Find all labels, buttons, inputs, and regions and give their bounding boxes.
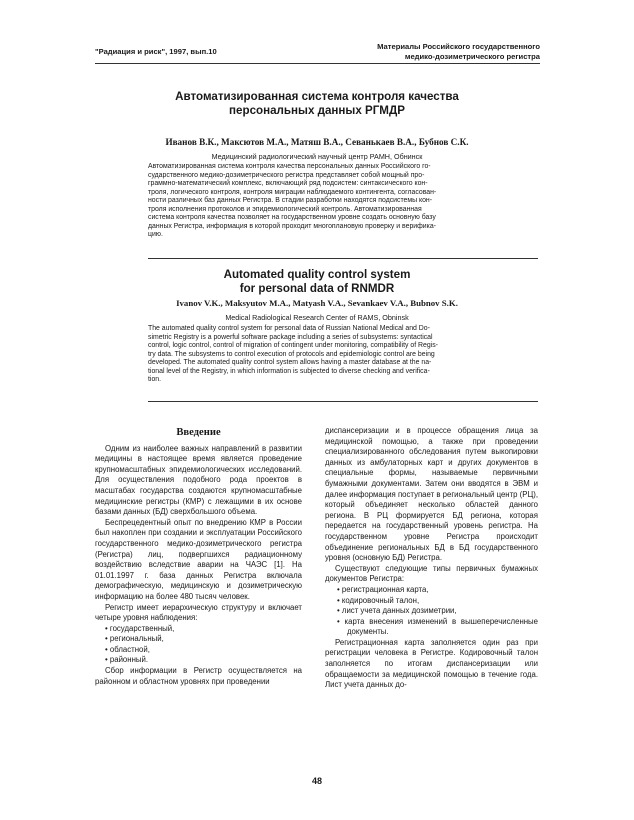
abstract-en-line: developed. The automated quality control system allows having a master database at the na- bbox=[148, 359, 432, 366]
institution-ru: Медицинский радиологический научный центр РАМН, Обнинск bbox=[211, 152, 423, 161]
title-ru-line2: персональных данных РГМДР bbox=[229, 103, 405, 117]
intro-paragraph: Беспрецедентный опыт по внедрению КМР в России был накоплен при создании и эксплуатации Российского государственного медико-дозиметрического регистра (Регистра) лиц, подвергшихся радиационному воздействию вследствие аварии на ЧАЭС [1]. На 01.01.1997 г. база данных Регистра включала демографическую, медицинскую и дозиметрическую информацию на более 480 тысяч человек. bbox=[95, 517, 302, 601]
abstract-ru-line: граммно-математический комплекс, включающий ряд подсистем: синтаксического кон- bbox=[148, 180, 428, 187]
level-list-item: • региональный, bbox=[105, 634, 164, 644]
abstract-ru-line: троля, логического контроля, контроля миграции наблюдаемого контингента, согласован- bbox=[148, 188, 437, 196]
abstract-en-line: tional level of the Registry, in which information is subjected to diverse checking and verifica- bbox=[148, 367, 430, 375]
abstract-end-rule bbox=[148, 401, 538, 402]
title-ru-line1: Автоматизированная система контроля качества bbox=[175, 90, 459, 103]
authors-ru: Иванов В.К., Максютов М.А., Матяш В.А., Севанькаев В.А., Бубнов С.К. bbox=[165, 137, 469, 147]
document-list-item: • регистрационная карта, bbox=[337, 584, 429, 594]
registry-header bbox=[300, 42, 540, 61]
title-ru bbox=[95, 90, 539, 117]
registry-header-line2: медико-дозиметрического регистра bbox=[404, 51, 540, 61]
level-list-item: • государственный, bbox=[105, 623, 175, 633]
left-column bbox=[95, 428, 302, 687]
abstract-ru-line: цию. bbox=[148, 231, 163, 238]
abstract-ru-line: сударственного медико-дозиметрического регистра представляет собой мощный про- bbox=[148, 171, 425, 179]
abstract-en bbox=[148, 325, 536, 385]
body-paragraph: Регистрационная карта заполняется один раз при регистрации человека в Регистре. Кодировочный талон заполняется по итогам диспансеризации или обращаемости за медицинской помощью в течение года. Лист учета данных до- bbox=[325, 637, 538, 690]
document-list-item: • лист учета данных дозиметрии, bbox=[337, 606, 457, 616]
registry-header-line1: Материалы Российского государственного bbox=[377, 42, 540, 51]
document-list-item: • кодировочный талон, bbox=[337, 595, 420, 605]
abstract-ru bbox=[148, 163, 536, 240]
title-en bbox=[95, 268, 539, 295]
section-heading-introduction: Введение bbox=[176, 427, 221, 438]
intro-paragraph: Сбор информации в Регистр осуществляется на районном и областном уровнях при проведении bbox=[95, 666, 302, 686]
abstract-en-line: The automated quality control system for personal data of Russian National Medical and Do- bbox=[148, 325, 430, 332]
abstract-ru-line: данных Регистра, информация в которой проходит многоплановую проверку и верифика- bbox=[148, 222, 436, 230]
abstract-en-line: simetric Registry is a powerful software package including a series of subsystems: syntactical bbox=[148, 333, 433, 341]
level-list-item: • областной, bbox=[105, 644, 150, 654]
institution-en: Medical Radiological Research Center of RAMS, Obninsk bbox=[225, 313, 409, 322]
body-paragraph: Существуют следующие типы первичных бумажных документов Регистра: bbox=[325, 563, 538, 584]
header-rule bbox=[95, 63, 540, 64]
abstract-ru-line: система контроля качества позволяет на государственном уровне создать основную базу bbox=[148, 214, 436, 221]
intro-paragraph: Одним из наиболее важных направлений в развитии медицины в настоящее время является проведение крупномасштабных эпидемиологических исследований. Для осуществления подобного рода проектов в масштабах государства создаются крупномасштабные медицинские регистры (КМР) с лежащими в их основе базами данных (БД) сверхбольшого объема. bbox=[95, 443, 302, 517]
abstract-ru-line: Автоматизированная система контроля качества персональных данных Российского го- bbox=[148, 163, 431, 170]
page-number: 48 bbox=[311, 776, 322, 786]
abstract-ru-line: ности различных баз данных Регистра. В стадии разработки находятся подсистемы кон- bbox=[148, 197, 433, 204]
level-list-item: • районный. bbox=[105, 655, 148, 665]
body-paragraph: диспансеризации и в процессе обращения лица за медицинской помощью, а также при проведении специализированного обследования путем выкопировки данных из амбулаторных карт и других документов в специальные формы, называемые первичными бумажными документами. Затем они вводятся в ЭВМ и далее информация поступает в региональный центр (РЦ), который объединяет несколько областей данного региона. В РЦ формируется БД региона, которая передается на государственный уровень регистра. На государственном уровне Регистра происходит объединение региональных БД в БД государственного уровня (основную БД) Регистра. bbox=[325, 426, 538, 563]
title-en-line1: Automated quality control system bbox=[223, 268, 411, 281]
abstract-en-line: try data. The subsystems to control execution of protocols and epidemiologic control are being bbox=[148, 350, 435, 358]
abstract-en-line: tion. bbox=[148, 376, 162, 383]
abstract-separator-rule bbox=[148, 258, 538, 259]
document-list-item: • карта внесения изменений в вышеперечисленные документы. bbox=[337, 616, 538, 637]
abstract-en-line: control, logic control, control of migration of contingent under monitoring, compatibility of Regis- bbox=[148, 342, 438, 349]
right-column bbox=[325, 426, 538, 691]
authors-en: Ivanov V.K., Maksyutov M.A., Matyash V.A., Sevankaev V.A., Bubnov S.K. bbox=[176, 298, 458, 308]
journal-header: "Радиация и риск", 1997, вып.10 bbox=[95, 47, 217, 56]
intro-paragraph: Регистр имеет иерархическую структуру и включает четыре уровня наблюдения: bbox=[95, 602, 302, 623]
title-en-line2: for personal data of RNMDR bbox=[239, 281, 395, 295]
abstract-ru-line: троля исполнения протоколов и эпидемиологический контроль. Автоматизированная bbox=[148, 205, 422, 213]
